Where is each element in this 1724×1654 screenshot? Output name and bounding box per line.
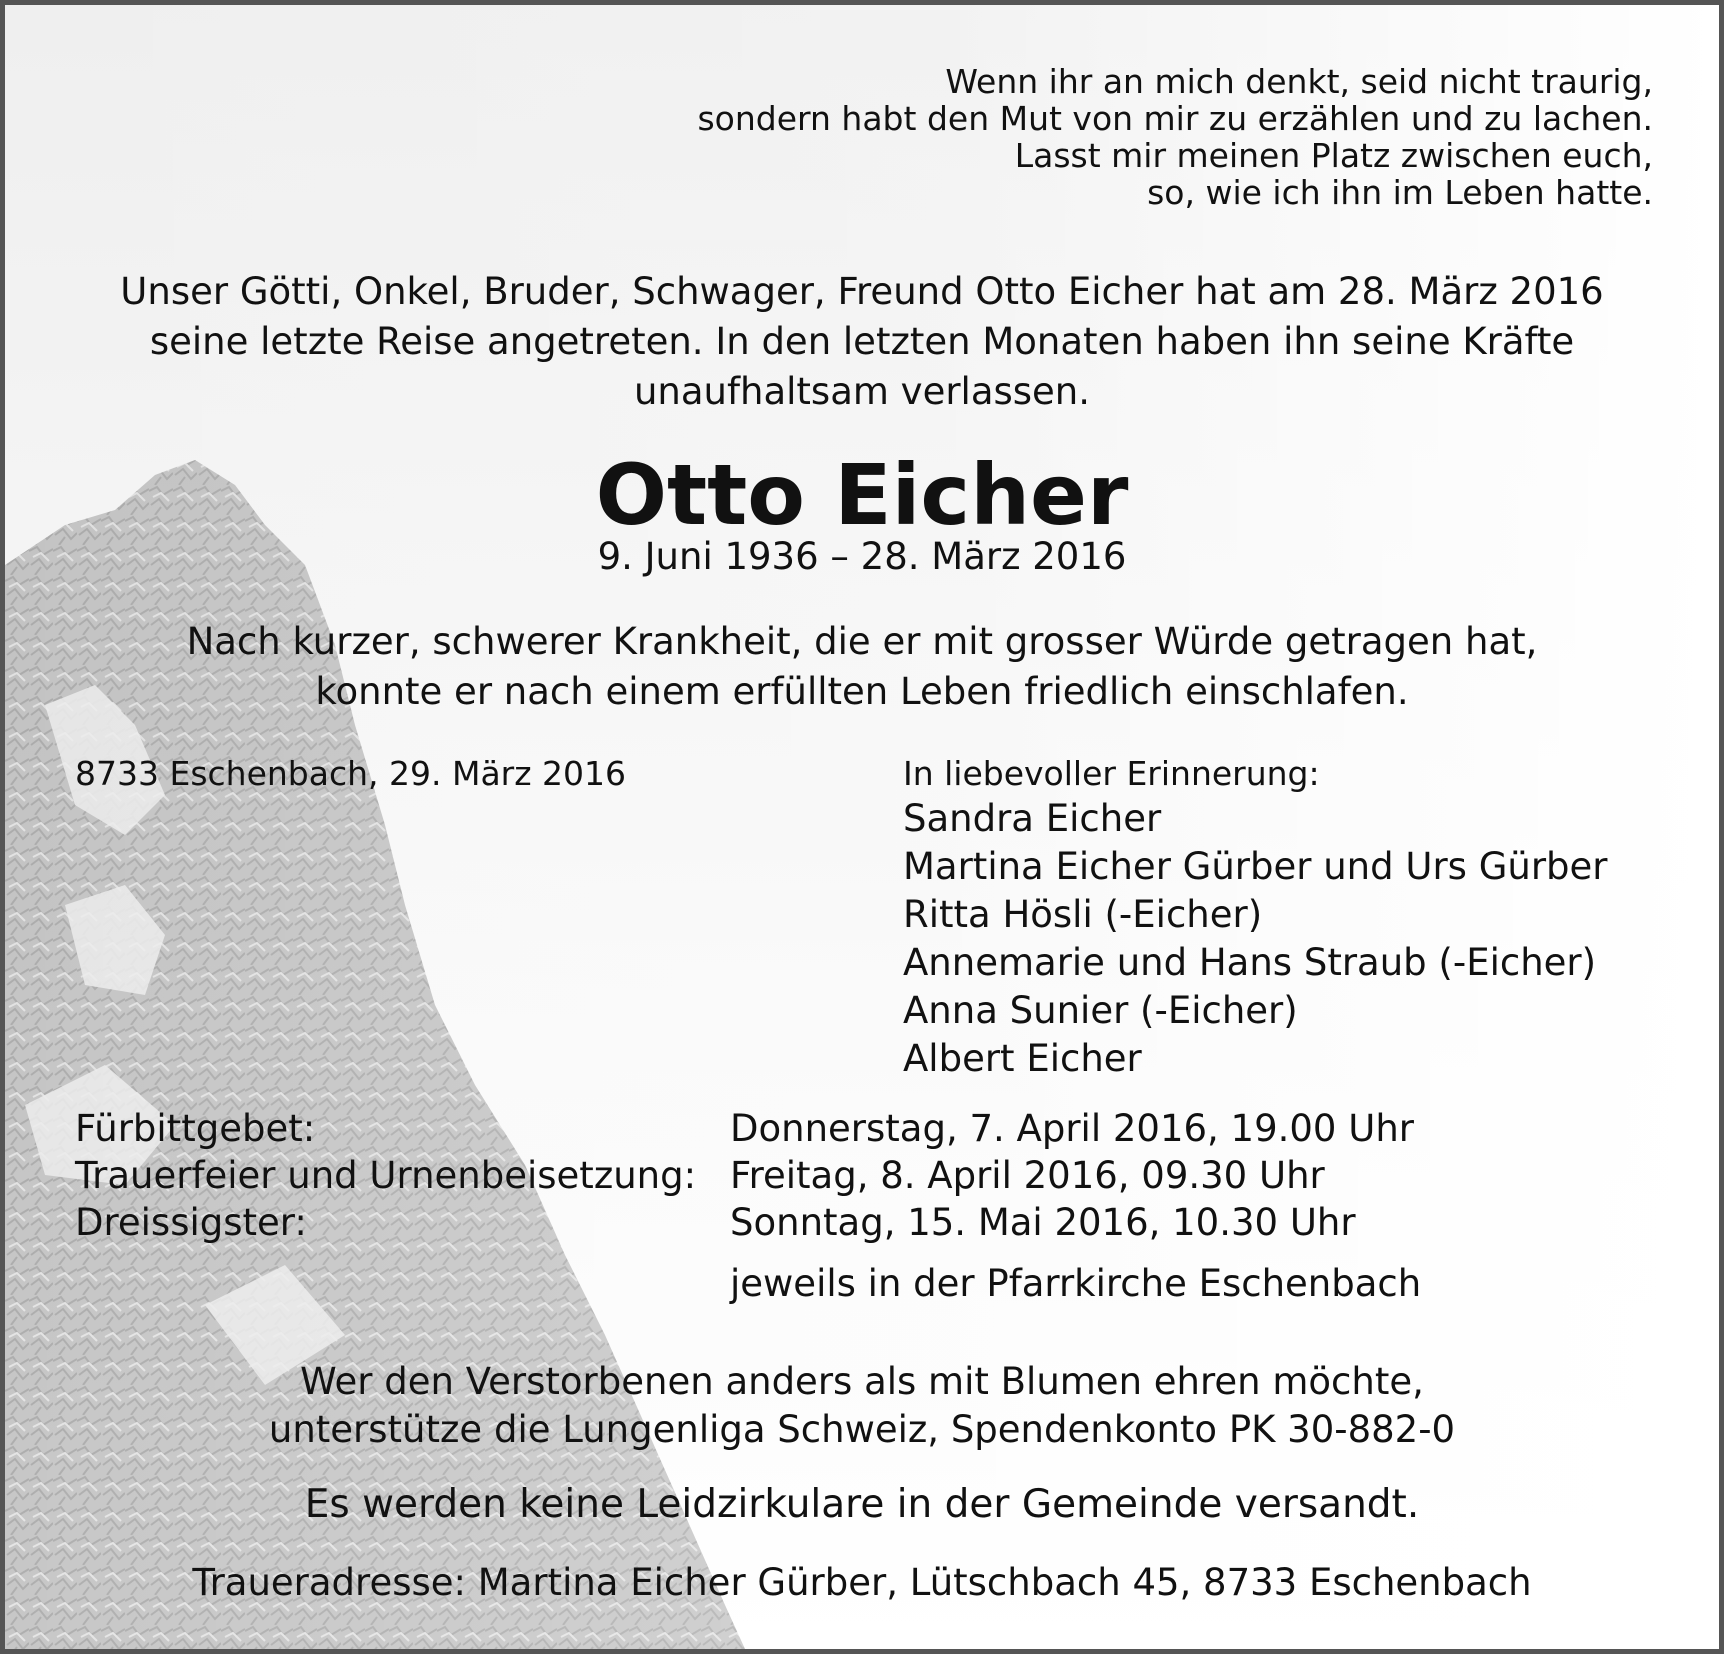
obituary-content <box>5 5 1719 1649</box>
event-when: Sonntag, 15. Mai 2016, 10.30 Uhr <box>730 1201 1356 1244</box>
events-schedule <box>75 1105 1414 1246</box>
circular-notice: Es werden keine Leidzirkulare in der Gemeinde versandt. <box>304 1482 1420 1527</box>
memory-heading: In liebevoller Erinnerung: <box>903 754 1320 793</box>
donation-line: unterstütze die Lungenliga Schweiz, Spendenkonto PK 30-882-0 <box>268 1408 1456 1451</box>
illness-line: konnte er nach einem erfüllten Leben friedlich einschlafen. <box>315 670 1409 713</box>
poem-line: so, wie ich ihn im Leben hatte. <box>1147 173 1653 212</box>
donation-text <box>5 1358 1719 1454</box>
poem-line: Wenn ihr an mich denkt, seid nicht traurig, <box>945 62 1653 101</box>
illness-line: Nach kurzer, schwerer Krankheit, die er mit grosser Würde getragen hat, <box>186 620 1538 663</box>
church-location: jeweils in der Pfarrkirche Eschenbach <box>730 1262 1422 1305</box>
event-label: Trauerfeier und Urnenbeisetzung: <box>75 1154 697 1197</box>
intro-line: unaufhaltsam verlassen. <box>633 370 1091 413</box>
mourner-name: Ritta Hösli (-Eicher) <box>903 893 1263 936</box>
event-when: Donnerstag, 7. April 2016, 19.00 Uhr <box>730 1107 1414 1150</box>
mourner-name: Martina Eicher Gürber und Urs Gürber <box>903 845 1608 888</box>
poem-line: Lasst mir meinen Platz zwischen euch, <box>1014 136 1653 175</box>
intro-text <box>5 267 1719 417</box>
intro-line: seine letzte Reise angetreten. In den letzten Monaten haben ihn seine Kräfte <box>149 320 1575 363</box>
poem <box>697 63 1653 211</box>
mourner-name: Annemarie und Hans Straub (-Eicher) <box>903 941 1597 984</box>
event-row <box>75 1152 1414 1199</box>
event-row <box>75 1199 1414 1246</box>
event-label: Fürbittgebet: <box>75 1107 316 1150</box>
mourner-name: Sandra Eicher <box>903 797 1162 840</box>
event-row <box>75 1105 1414 1152</box>
mourner-name: Anna Sunier (-Eicher) <box>903 989 1298 1032</box>
life-dates: 9. Juni 1936 – 28. März 2016 <box>597 535 1127 578</box>
donation-line: Wer den Verstorbenen anders als mit Blumen ehren möchte, <box>300 1360 1424 1403</box>
mourners-list <box>903 795 1608 1083</box>
illness-text <box>5 617 1719 717</box>
event-label: Dreissigster: <box>75 1201 307 1244</box>
poem-line: sondern habt den Mut von mir zu erzählen und zu lachen. <box>697 99 1653 138</box>
mourning-address: Traueradresse: Martina Eicher Gürber, Lütschbach 45, 8733 Eschenbach <box>192 1561 1532 1604</box>
event-when: Freitag, 8. April 2016, 09.30 Uhr <box>730 1154 1325 1197</box>
mourner-name: Albert Eicher <box>903 1037 1142 1080</box>
intro-line: Unser Götti, Onkel, Bruder, Schwager, Freund Otto Eicher hat am 28. März 2016 <box>120 270 1604 313</box>
deceased-name: Otto Eicher <box>595 446 1129 544</box>
place-date: 8733 Eschenbach, 29. März 2016 <box>75 754 627 793</box>
